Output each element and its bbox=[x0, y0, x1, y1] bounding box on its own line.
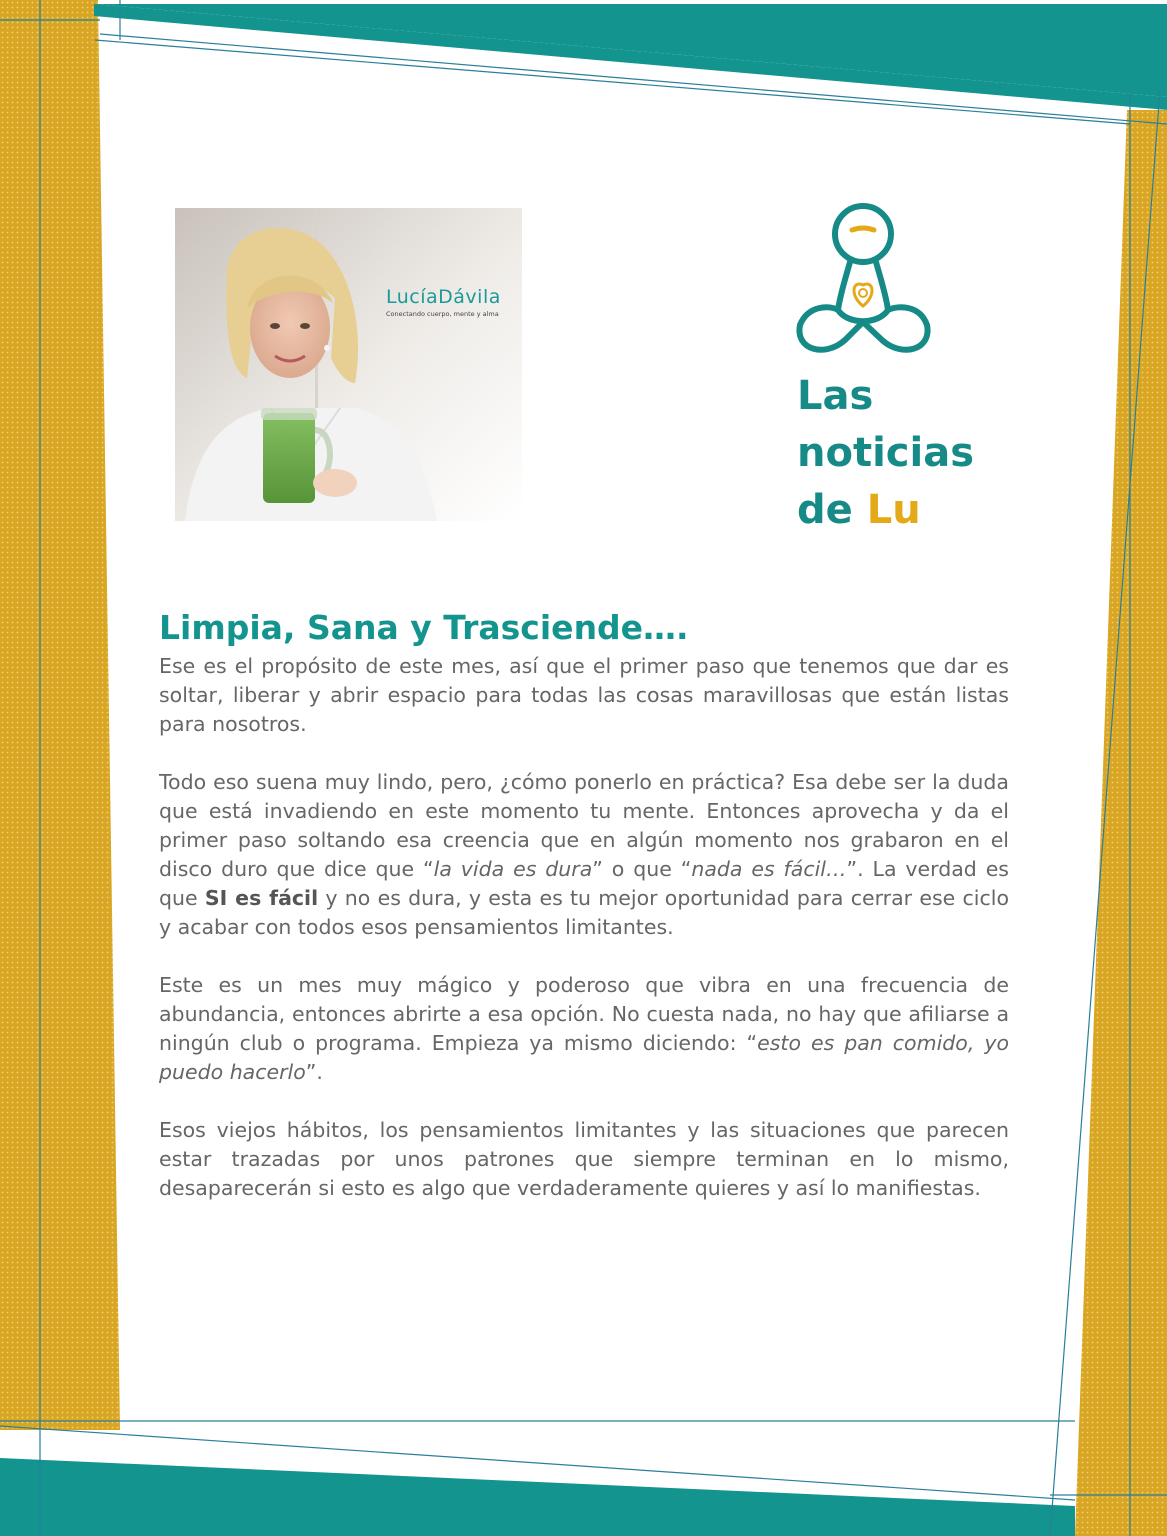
p2-italic-2: nada es fácil… bbox=[691, 857, 847, 881]
p2-bold: SI es fácil bbox=[204, 886, 319, 910]
brand-title bbox=[797, 368, 974, 539]
p3-text-2: ”. bbox=[305, 1060, 323, 1084]
article-body bbox=[159, 652, 1009, 1232]
brand-title-line2: noticias bbox=[797, 430, 975, 476]
brand-title-line1: Las bbox=[797, 373, 874, 419]
p3-text-1: Este es un mes muy mágico y poderoso que vibra en una frecuencia de abundancia, entonces abrirte a esa opción. No cuesta nada, no hay que afiliarse a ningún club o programa. Empieza ya mismo diciendo: “ bbox=[159, 973, 1009, 1055]
brand-title-prefix: de bbox=[797, 487, 853, 533]
p2-text-4: y no es dura, y esta es tu mejor oportunidad para cerrar ese ciclo y acabar con todos esos pensamientos limitantes. bbox=[159, 886, 1010, 939]
left-gold-border bbox=[0, 0, 120, 1430]
p2-italic-1: la vida es dura bbox=[433, 857, 593, 881]
paragraph-4: Esos viejos hábitos, los pensamientos limitantes y las situaciones que parecen estar trazadas por unos patrones que siempre terminan en lo mismo, desaparecerán si esto es algo que verdaderamente quieres y así lo manifiestas. bbox=[159, 1118, 1009, 1200]
p2-text-2: ” o que “ bbox=[592, 857, 692, 881]
portrait-photo bbox=[175, 208, 522, 521]
brand-title-line3 bbox=[797, 482, 974, 539]
photo-logo-tagline: Conectando cuerpo, mente y alma bbox=[386, 310, 499, 318]
p2-text-1: Todo eso suena muy lindo, pero, ¿cómo ponerlo en práctica? Esa debe ser la duda que está invadiendo en este momento tu mente. Entonces aprovecha y da el primer paso soltando esa creencia que en algún momento nos grabaron en el disco duro que dice que “ bbox=[159, 770, 1009, 881]
paragraph-3 bbox=[159, 971, 1009, 1087]
photo-logo-name: LucíaDávila bbox=[386, 286, 501, 308]
photo-logo bbox=[386, 286, 518, 318]
p2-text-3: ”. La verdad es que bbox=[159, 857, 1009, 910]
right-gold-border bbox=[1075, 110, 1167, 1536]
p3-italic: esto es pan comido, yo puedo hacerlo bbox=[159, 1031, 1009, 1084]
meditation-figure-icon bbox=[790, 200, 940, 370]
brand-title-highlight: Lu bbox=[866, 487, 921, 533]
paragraph-1: Ese es el propósito de este mes, así que el primer paso que tenemos que dar es soltar, liberar y abrir espacio para todas las cosas maravillosas que están listas para nosotros. bbox=[159, 654, 1009, 736]
bottom-teal-band bbox=[0, 1458, 1075, 1536]
article-title: Limpia, Sana y Trasciende…. bbox=[159, 608, 689, 647]
paragraph-2 bbox=[159, 768, 1009, 942]
